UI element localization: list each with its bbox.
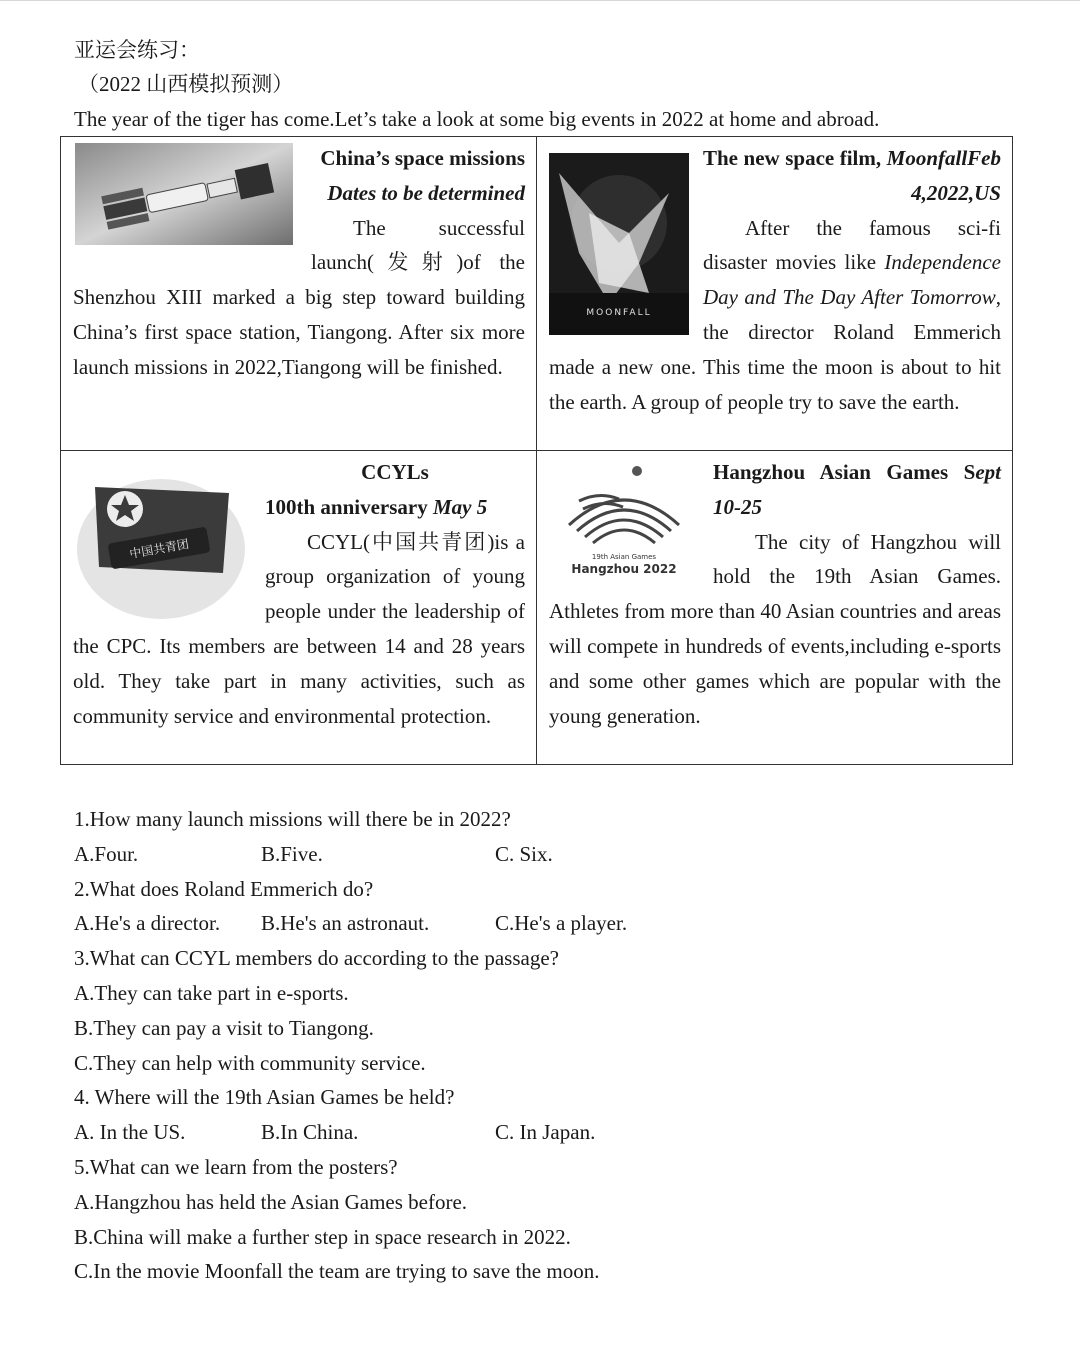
option: A.He's a director.: [74, 911, 221, 936]
film-body-titles: Independence Day and The Day After Tomorrow: [703, 250, 1001, 310]
question-4-options: [74, 1115, 627, 1150]
film-body-b: , the director Roland Emmerich made a new one. This time the moon is about to hit the earth. A group of people try to save the earth.: [549, 285, 1001, 414]
moonfall-poster-image: [549, 153, 689, 335]
option: C. Six.: [495, 841, 553, 866]
option: B.Five.: [261, 841, 323, 866]
worksheet-heading: 亚运会练习：: [74, 38, 200, 62]
question-5: 5.What can we learn from the posters?: [74, 1154, 398, 1179]
space-body-b: )of the Shenzhou XIII marked a big step toward building China’s first space station, Tiangong. After six more launch missions in 2022,Tiangong will be finished.: [73, 250, 525, 379]
ccyl-logo-text: 中国共青团: [128, 536, 190, 562]
space-missions-cell: [61, 137, 537, 451]
asian-games-cell: [537, 451, 1013, 765]
option: B.He's an astronaut.: [261, 911, 430, 936]
ccyl-body-cn: 中国共青团: [370, 529, 488, 554]
intro-text: The year of the tiger has come.Let’s take a look at some big events in 2022 at home and abroad.: [74, 107, 880, 131]
games-date: ept 10-25: [713, 460, 1001, 519]
games-logo-small-text: 19th Asian Games: [591, 553, 657, 561]
space-title: China’s space missions: [320, 146, 525, 170]
option: A.Hangzhou has held the Asian Games before.: [74, 1189, 468, 1214]
space-date: Dates to be determined: [327, 180, 525, 205]
option: B.In China.: [261, 1120, 359, 1145]
question-2: 2.What does Roland Emmerich do?: [74, 876, 374, 901]
moonfall-cell: [537, 137, 1013, 451]
source-note: （2022 山西模拟预测）: [78, 72, 294, 96]
option: A.Four.: [74, 841, 139, 866]
option: A. In the US.: [74, 1120, 186, 1145]
games-body: The city of Hangzhou will hold the 19th Asian Games. Athletes from more than 40 Asian countries and areas will compete in hundreds of events,including e-sports and some other games which are popular with the young generation.: [549, 529, 1001, 728]
option: C.In the movie Moonfall the team are trying to save the moon.: [74, 1259, 600, 1284]
poster-title-text: MOONFALL: [586, 308, 652, 318]
ccyl-title-a: CCYLs: [361, 460, 429, 484]
option: B.They can pay a visit to Tiangong.: [74, 1015, 374, 1040]
space-station-image: [73, 141, 297, 253]
film-title: The new space film,: [703, 146, 887, 170]
option: B.China will make a further step in space research in 2022.: [74, 1224, 571, 1249]
option: C.They can help with community service.: [74, 1050, 426, 1075]
ccyl-date: May 5: [433, 494, 488, 519]
ccyl-body-b: )is a group organization of young people under the leadership of the CPC. Its members are between 14 and 28 years old. They take part in many activities, such as community service and environmental protection.: [73, 529, 526, 728]
asian-games-logo-image: [549, 455, 699, 585]
ccyl-flag-image: [73, 463, 251, 623]
film-body-a: After the famous sci-fi disaster movies like: [703, 215, 1001, 275]
question-2-options: [74, 906, 627, 941]
poster-grid: [60, 136, 1013, 765]
film-date: MoonfallFeb 4,2022,US: [886, 146, 1001, 205]
games-logo-big-text: Hangzhou 2022: [571, 562, 677, 576]
question-3: 3.What can CCYL members do according to the passage?: [74, 946, 559, 971]
option: C. In Japan.: [495, 1120, 596, 1145]
questions-section: [74, 802, 627, 1289]
option: A.They can take part in e-sports.: [74, 980, 349, 1005]
question-4: 4. Where will the 19th Asian Games be held?: [74, 1085, 455, 1110]
question-1-options: [74, 837, 627, 872]
games-title-a: Hangzhou Asian Games S: [713, 460, 976, 484]
ccyl-cell: [61, 451, 537, 765]
space-body-a: The successful launch(: [311, 215, 525, 275]
ccyl-body-a: CCYL(: [307, 529, 370, 554]
space-body-cn: 发射: [373, 250, 457, 275]
question-1: 1.How many launch missions will there be in 2022?: [74, 807, 511, 831]
option: C.He's a player.: [495, 911, 628, 936]
ccyl-title-b: 100th anniversary: [265, 494, 433, 519]
